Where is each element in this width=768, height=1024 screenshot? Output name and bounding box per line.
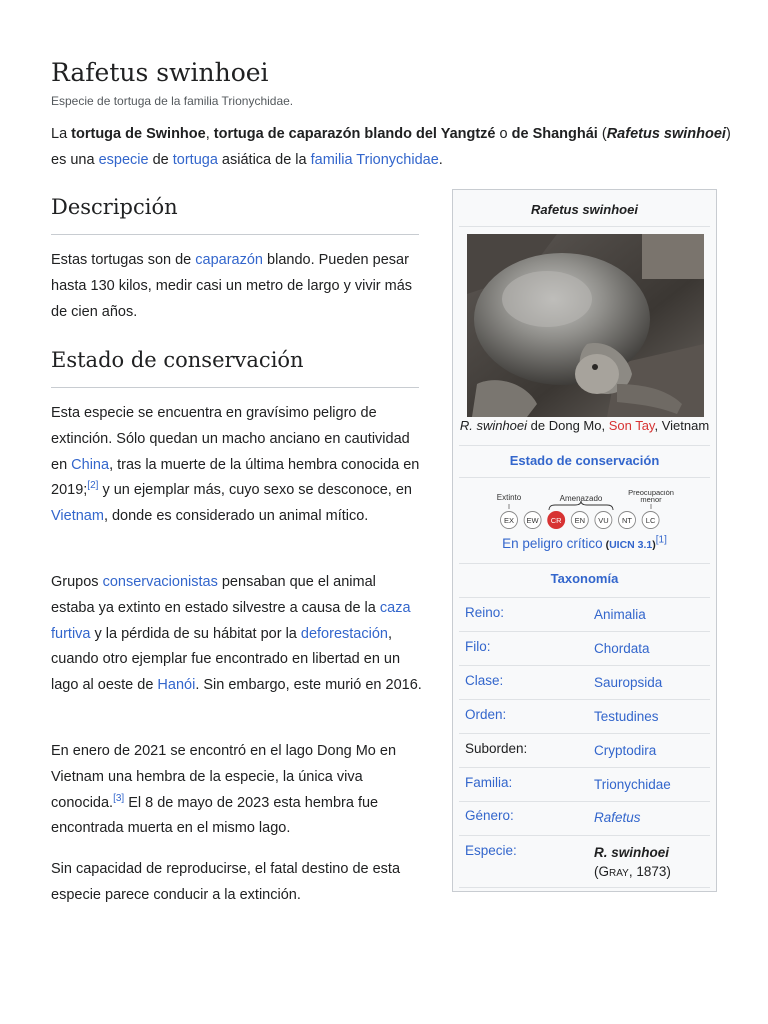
- taxonomy-key[interactable]: Género:: [465, 808, 514, 823]
- taxonomy-heading[interactable]: Taxonomía: [550, 571, 619, 586]
- text: y la pérdida de su hábitat por la: [90, 625, 301, 642]
- group-label-lc-line1: Preocupación: [628, 490, 674, 497]
- divider: [459, 767, 710, 768]
- link-text: familia: [310, 152, 353, 168]
- text: ): [652, 539, 656, 551]
- divider: [459, 631, 710, 632]
- text: y un ejemplar más, cuyo sexo se desconoce, en: [98, 482, 412, 499]
- link-familia-trionychidae[interactable]: [311, 152, 439, 168]
- text: (: [594, 864, 599, 879]
- iucn-code-vu: VU: [598, 516, 609, 525]
- iucn-code-en: EN: [574, 516, 586, 525]
- section-heading-descripcion: Descripción: [51, 192, 419, 235]
- conservation-status: [453, 536, 716, 551]
- caption-species: R. swinhoei: [459, 418, 528, 433]
- taxonomy-value[interactable]: Cryptodira: [594, 743, 657, 758]
- text: ) es una: [51, 126, 731, 168]
- text: Esta especie se encuentra en gravísimo peligro de extinción. Sólo quedan un macho anciano en cautividad en: [51, 405, 410, 473]
- text: El 8 de mayo de 2023 esta hembra fue encontrada muerta en el mismo lago.: [51, 794, 379, 837]
- text: Grupos: [51, 574, 103, 590]
- bold-name: tortuga de caparazón blando del Yangtzé: [213, 126, 496, 142]
- link-deforestacion[interactable]: deforestación: [300, 625, 388, 642]
- bold-name: de Shanghái: [511, 126, 598, 142]
- text: , tras la muerte de la última hembra conocida en 2019;: [51, 456, 420, 499]
- divider: [459, 733, 710, 734]
- link-especie[interactable]: especie: [98, 152, 149, 168]
- reference-1[interactable]: [1]: [655, 534, 667, 546]
- link-tortuga[interactable]: tortuga: [172, 152, 218, 168]
- link-caparazon[interactable]: caparazón: [195, 252, 263, 268]
- divider: [459, 699, 710, 700]
- link-son-tay[interactable]: Son Tay: [608, 418, 655, 433]
- page-subtitle: Especie de tortuga de la familia Trionychidae.: [51, 94, 294, 108]
- text: de: [148, 152, 173, 168]
- taxonomy-value[interactable]: Animalia: [594, 607, 646, 622]
- divider: [459, 887, 710, 888]
- text: (: [602, 539, 610, 551]
- conservation-heading[interactable]: Estado de conservación: [509, 453, 660, 468]
- divider: [459, 801, 710, 802]
- intro-paragraph: [51, 121, 731, 173]
- group-label-extinct: Extinto: [496, 493, 522, 502]
- section-heading-estado: Estado de conservación: [51, 345, 419, 388]
- text: asiática de la: [217, 152, 311, 168]
- author-smallcaps: RAY: [609, 868, 629, 879]
- iucn-code-lc: LC: [645, 516, 656, 525]
- link-china[interactable]: China: [71, 456, 110, 473]
- text: La: [51, 126, 72, 142]
- taxonomy-key[interactable]: Especie:: [465, 843, 517, 858]
- text: de Dong Mo,: [527, 418, 609, 433]
- taxonomy-key: Suborden:: [465, 741, 528, 756]
- link-vietnam[interactable]: Vietnam: [51, 508, 104, 525]
- text: , Vietnam: [654, 418, 710, 433]
- text: En enero de 2021 se encontró en el lago Dong Mo en Vietnam una hembra de la especie, la única viva conocida.: [51, 743, 397, 811]
- divider: [459, 597, 710, 598]
- reference-3[interactable]: [3]: [113, 792, 125, 804]
- text: blando. Pueden pesar hasta 130 kilos, medir casi un metro de largo y vivir más de cien años.: [51, 252, 413, 320]
- taxonomy-key[interactable]: Clase:: [465, 673, 504, 688]
- text: , donde es considerado un animal mítico.: [103, 508, 369, 525]
- paragraph-estado-1: [51, 401, 423, 530]
- divider: [459, 563, 710, 564]
- taxonomy-key[interactable]: Orden:: [465, 707, 507, 722]
- iucn-code-ex: EX: [503, 516, 515, 525]
- taxonomy-key[interactable]: Reino:: [465, 605, 505, 620]
- text: , cuando otro ejemplar fue encontrado en libertad en un lago al oeste de: [51, 625, 401, 694]
- taxonomy-value[interactable]: Trionychidae: [594, 777, 671, 792]
- paragraph-estado-3: [51, 739, 423, 842]
- taxonomy-value[interactable]: Sauropsida: [594, 675, 663, 690]
- text: ,: [205, 126, 214, 142]
- taxonomy-value[interactable]: Rafetus: [594, 810, 641, 825]
- author-initial: G: [598, 864, 610, 879]
- turtle-photo[interactable]: [467, 234, 704, 417]
- divider: [459, 226, 710, 227]
- status-link[interactable]: En peligro crítico: [502, 536, 603, 551]
- infobox-title: Rafetus swinhoei: [531, 202, 638, 217]
- divider: [459, 835, 710, 836]
- iucn-code-cr: CR: [550, 516, 562, 525]
- scientific-name: Rafetus swinhoei: [606, 126, 726, 142]
- text: (: [597, 126, 607, 142]
- taxonomy-key[interactable]: Filo:: [465, 639, 491, 654]
- taxonomy-value[interactable]: Testudines: [594, 709, 659, 724]
- link-caza-furtiva[interactable]: caza furtiva: [51, 599, 411, 642]
- status-source-link[interactable]: UICN 3.1: [609, 539, 653, 551]
- author-year: , 1873): [628, 864, 671, 879]
- text: Estas tortugas son de: [51, 252, 196, 268]
- taxonomy-value: [594, 843, 714, 883]
- text: o: [495, 126, 512, 142]
- taxonomy-key[interactable]: Familia:: [465, 775, 513, 790]
- reference-2[interactable]: [2]: [87, 480, 99, 492]
- text: . Sin embargo, este murió en 2016.: [195, 677, 422, 694]
- link-conservacionistas[interactable]: conservacionistas: [102, 574, 218, 590]
- iucn-status-scale[interactable]: [493, 490, 693, 540]
- bold-name: tortuga de Swinhoe: [71, 126, 206, 142]
- link-text: Trionychidae: [356, 152, 439, 168]
- paragraph-estado-2: [51, 570, 423, 699]
- group-label-lc-line2: menor: [640, 495, 662, 504]
- turtle-image: [467, 234, 704, 417]
- group-label-threatened: Amenazado: [559, 494, 603, 503]
- species-name: R. swinhoei: [594, 845, 670, 860]
- iucn-code-ew: EW: [526, 516, 539, 525]
- page-title: Rafetus swinhoei: [51, 58, 269, 87]
- divider: [459, 477, 710, 478]
- taxonomy-value[interactable]: Chordata: [594, 641, 650, 656]
- text: pensaban que el animal estaba ya extinto en estado silvestre a causa de la: [51, 574, 380, 616]
- divider: [459, 445, 710, 446]
- link-hanoi[interactable]: Hanói: [157, 677, 196, 694]
- divider: [459, 665, 710, 666]
- text: .: [438, 152, 443, 168]
- photo-caption: [453, 418, 716, 433]
- infobox: [452, 189, 717, 892]
- iucn-code-nt: NT: [622, 516, 632, 525]
- paragraph-estado-4: Sin capacidad de reproducirse, el fatal destino de esta especie parece conducir a la extinción.: [51, 861, 401, 903]
- paragraph-descripcion: [51, 248, 423, 325]
